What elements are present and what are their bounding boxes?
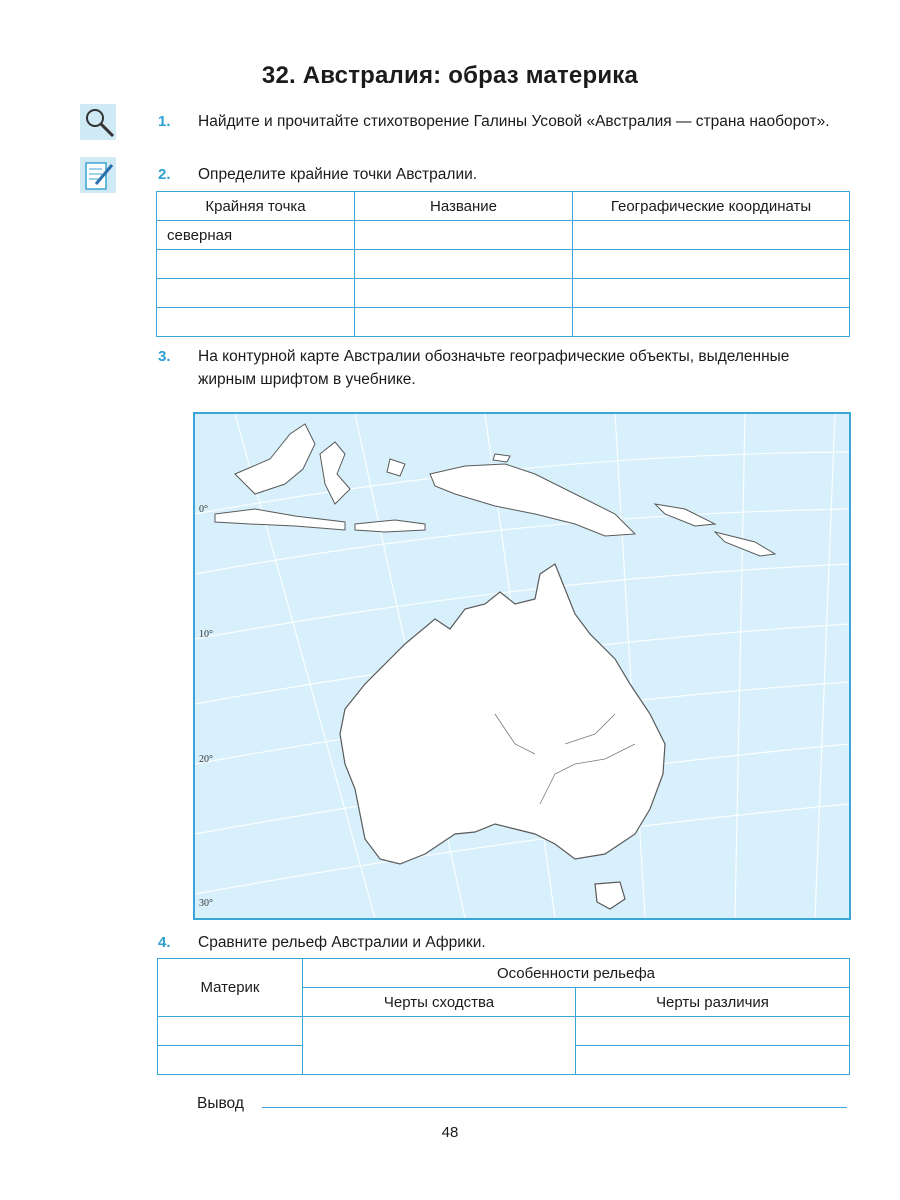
java-shape — [215, 509, 345, 530]
table1-cell[interactable] — [573, 308, 850, 337]
table2-header-differences: Черты различия — [576, 988, 850, 1017]
table1-header-point: Крайняя точка — [157, 192, 355, 221]
table1-cell[interactable]: северная — [157, 221, 355, 250]
conclusion-answer-line[interactable] — [262, 1107, 847, 1108]
task-1-number: 1. — [158, 113, 171, 130]
task-4-number: 4. — [158, 934, 171, 951]
table2-cell-similarities[interactable] — [303, 1017, 576, 1075]
table1-cell[interactable] — [355, 250, 573, 279]
relief-comparison-table — [157, 958, 850, 1075]
extreme-points-table — [156, 191, 850, 337]
table1-cell[interactable] — [573, 250, 850, 279]
lat-label-30: 30° — [199, 898, 213, 909]
task-3-number: 3. — [158, 348, 171, 365]
table2-header-similarities: Черты сходства — [303, 988, 576, 1017]
task-4-text: Сравните рельеф Австралии и Африки. — [198, 934, 486, 951]
task-2-text: Определите крайние точки Австралии. — [198, 166, 478, 183]
task-2-number: 2. — [158, 166, 171, 183]
table-row — [158, 1017, 850, 1046]
new-guinea-shape — [430, 464, 635, 536]
conclusion-label: Вывод — [197, 1095, 244, 1112]
table-row — [157, 308, 850, 337]
table1-cell[interactable] — [157, 279, 355, 308]
table-row — [157, 250, 850, 279]
pencil-notepad-icon — [80, 157, 116, 193]
table2-cell[interactable] — [158, 1017, 303, 1046]
tasmania-shape — [595, 882, 625, 909]
table1-cell[interactable] — [157, 250, 355, 279]
lat-label-10: 10° — [199, 629, 213, 640]
table1-cell[interactable] — [157, 308, 355, 337]
lat-label-20: 20° — [199, 754, 213, 765]
table1-header-name: Название — [355, 192, 573, 221]
contour-map[interactable] — [193, 412, 851, 920]
table1-cell[interactable] — [355, 279, 573, 308]
page-number: 48 — [441, 1124, 459, 1141]
table2-cell[interactable] — [576, 1046, 850, 1075]
table2-header-continent: Материк — [158, 959, 303, 1017]
table-row — [157, 279, 850, 308]
table1-cell[interactable] — [355, 308, 573, 337]
table2-cell[interactable] — [576, 1017, 850, 1046]
table2-header-relief-features: Особенности рельефа — [303, 959, 850, 988]
task-1-text: Найдите и прочитайте стихотворение Галины Усовой «Австралия — страна наоборот». — [198, 113, 830, 130]
table1-cell[interactable] — [573, 221, 850, 250]
sulawesi-shape — [320, 442, 350, 504]
table1-cell[interactable] — [355, 221, 573, 250]
table1-header-coordinates: Географические координаты — [573, 192, 850, 221]
table2-cell[interactable] — [158, 1046, 303, 1075]
table-row — [157, 221, 850, 250]
task-3-text: На контурной карте Австралии обозначьте географические объекты, выделенные жирным шрифтом в учебнике. — [198, 348, 790, 388]
page-title: 32. Австралия: образ материка — [261, 62, 639, 89]
map-svg — [195, 414, 849, 918]
table1-cell[interactable] — [573, 279, 850, 308]
australia-mainland — [340, 564, 665, 864]
magnifier-icon — [80, 104, 116, 140]
lat-label-0: 0° — [199, 504, 208, 515]
